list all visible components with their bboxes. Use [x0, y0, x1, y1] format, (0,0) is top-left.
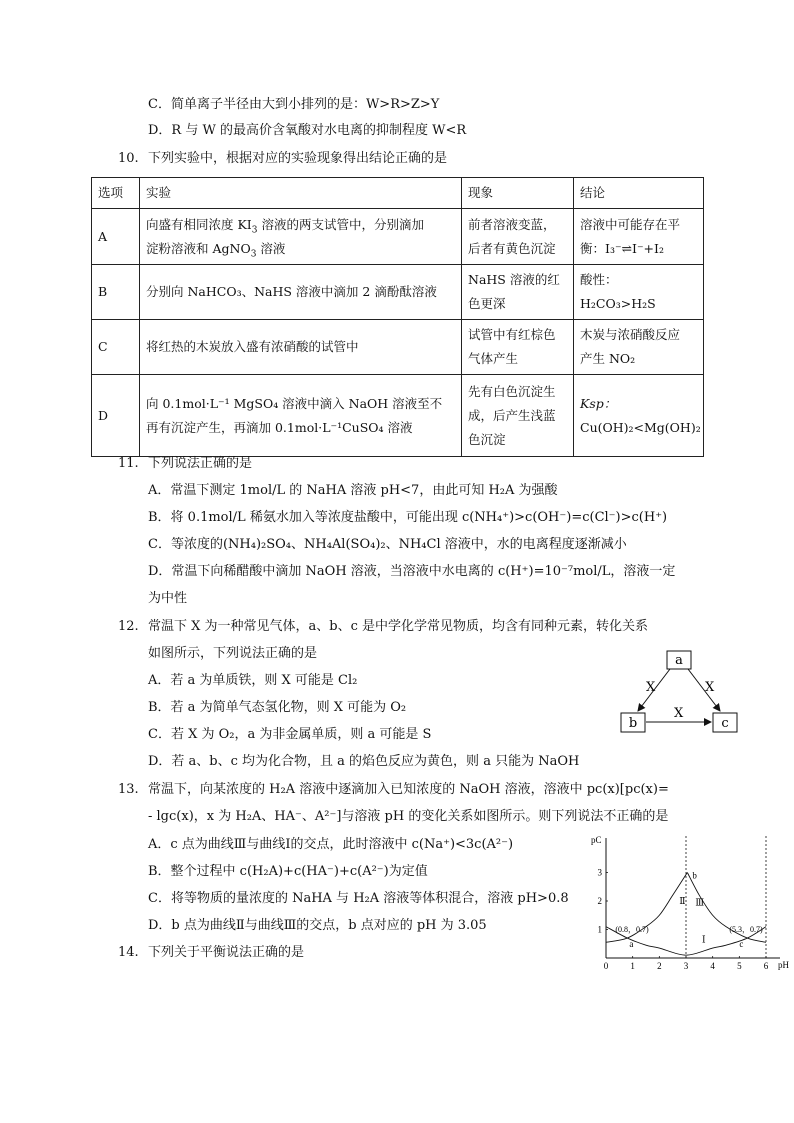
row-option: D	[92, 375, 140, 457]
q13-option-a: A．c 点为曲线Ⅲ与曲线Ⅰ的交点，此时溶液中 c(Na⁺)<3c(A²⁻)	[148, 837, 514, 852]
q10-number: 10.	[118, 151, 139, 166]
x-tick-label: 1	[630, 961, 635, 971]
x-tick-label: 4	[710, 961, 715, 971]
header-phenomenon: 现象	[462, 178, 574, 209]
header-conclusion: 结论	[574, 178, 704, 209]
q11-option-d-cont: 为中性	[148, 591, 188, 606]
row-conclusion: 酸性： H₂CO₃>H₂S	[574, 265, 704, 320]
x-tick-label: 3	[683, 961, 689, 971]
row-experiment: 将红热的木炭放入盛有浓硝酸的试管中	[140, 320, 462, 375]
q12-option-d: D．若 a、b、c 均为化合物，且 a 的焰色反应为黄色，则 a 只能为 NaOH	[148, 754, 580, 769]
q11-stem: 下列说法正确的是	[148, 456, 253, 471]
q13-stem-cont: - lgc(x)，x 为 H₂A、HA⁻、A²⁻]与溶液 pH 的变化关系如图所示。则下列说法不正确的是	[148, 809, 669, 824]
pc-ph-chart	[588, 834, 794, 974]
arrow-a-to-c	[688, 669, 720, 711]
header-experiment: 实验	[140, 178, 462, 209]
row-phenomenon: 先有白色沉淀生 成，后产生浅蓝 色沉淀	[462, 375, 574, 457]
q13-stem: 常温下，向某浓度的 H₂A 溶液中逐滴加入已知浓度的 NaOH 溶液，溶液中 pc(x)[pc(x)=	[148, 782, 669, 797]
q9-option-d: D．R 与 W 的最高价含氧酸对水电离的抑制程度 W<R	[148, 123, 467, 138]
x-tick-label: 0	[603, 961, 609, 971]
q14-stem: 下列关于平衡说法正确的是	[148, 945, 305, 960]
row-conclusion: 溶液中可能存在平 衡：I₃⁻⇌I⁻+I₂	[574, 209, 704, 265]
table-row	[92, 320, 704, 375]
edge-label-bc: X	[674, 706, 684, 721]
x-axis-label: pH	[778, 960, 789, 970]
q9-option-c: C．简单离子半径由大到小排列的是：W>R>Z>Y	[148, 97, 440, 112]
row-option: A	[92, 209, 140, 265]
node-b-label: b	[628, 716, 638, 731]
row-phenomenon: 前者溶液变蓝， 后者有黄色沉淀	[462, 209, 574, 265]
q12-option-a: A．若 a 为单质铁，则 X 可能是 Cl₂	[148, 673, 358, 688]
point-coord-c: (5.3，0.7)	[729, 925, 763, 935]
node-c-label: c	[721, 716, 729, 731]
q13-number: 13.	[118, 782, 139, 797]
series-label: Ⅰ	[702, 934, 706, 945]
q12-option-b: B．若 a 为简单气态氢化物，则 X 可能为 O₂	[148, 700, 407, 715]
row-conclusion: Ksp： Cu(OH)₂<Mg(OH)₂	[574, 375, 704, 457]
row-phenomenon: NaHS 溶液的红 色更深	[462, 265, 574, 320]
x-tick-label: 2	[657, 961, 662, 971]
y-tick-label: 3	[597, 867, 602, 878]
table-header-row	[92, 178, 704, 209]
q12-stem-cont: 如图所示，下列说法正确的是	[148, 646, 318, 661]
q11-option-a: A．常温下测定 1mol/L 的 NaHA 溶液 pH<7，由此可知 H₂A 为强酸	[148, 483, 558, 498]
q12-stem: 常温下 X 为一种常见气体，a、b、c 是中学化学常见物质，均含有同种元素，转化关系	[148, 619, 649, 634]
point-label-b: b	[692, 870, 697, 881]
row-experiment: 向 0.1mol·L⁻¹ MgSO₄ 溶液中滴入 NaOH 溶液至不 再有沉淀产生，再滴加 0.1mol·L⁻¹CuSO₄ 溶液	[140, 375, 462, 457]
point-label-a: a	[629, 939, 634, 950]
row-option: B	[92, 265, 140, 320]
point-coord-a: (0.8，0.7)	[615, 925, 649, 935]
series-label: Ⅲ	[695, 897, 705, 908]
q10-stem: 下列实验中，根据对应的实验现象得出结论正确的是	[148, 151, 448, 166]
q12-option-c: C．若 X 为 O₂，a 为非金属单质，则 a 可能是 S	[148, 727, 432, 742]
row-experiment: 分别向 NaHCO₃、NaHS 溶液中滴加 2 滴酚酞溶液	[140, 265, 462, 320]
y-tick-label: 2	[597, 896, 602, 906]
table-row	[92, 265, 704, 320]
edge-label-ac: X	[705, 680, 715, 695]
row-conclusion: 木炭与浓硝酸反应 产生 NO₂	[574, 320, 704, 375]
table-row	[92, 209, 704, 265]
row-option: C	[92, 320, 140, 375]
x-tick-label: 5	[737, 961, 742, 971]
row-phenomenon: 试管中有红棕色 气体产生	[462, 320, 574, 375]
q12-number: 12.	[118, 619, 139, 634]
experiment-table	[91, 177, 704, 457]
header-option: 选项	[92, 178, 140, 209]
q11-option-b: B．将 0.1mol/L 稀氨水加入等浓度盐酸中，可能出现 c(NH₄⁺)>c(OH⁻)=c(Cl⁻)>c(H⁺)	[148, 510, 668, 525]
x-tick-label: 6	[763, 961, 769, 971]
y-tick-label: 1	[597, 924, 602, 935]
row-experiment: 向盛有相同浓度 $KI_3$ 溶液的两支试管中，分别滴加 淀粉溶液和 AgNO$_3$ 溶液	[140, 209, 462, 265]
q14-number: 14.	[118, 945, 139, 960]
y-axis-label: pC	[591, 835, 602, 845]
q11-option-c: C．等浓度的(NH₄)₂SO₄、NH₄Al(SO₄)₂、NH₄Cl 溶液中，水的电离程度逐渐减小	[148, 537, 627, 552]
q13-option-b: B．整个过程中 c(H₂A)+c(HA⁻)+c(A²⁻)为定值	[148, 864, 428, 879]
series-label: Ⅱ	[679, 895, 686, 906]
table-row	[92, 375, 704, 457]
chart-plot-area	[591, 835, 790, 971]
edge-label-ab: X	[646, 680, 656, 695]
q13-option-d: D．b 点为曲线Ⅱ与曲线Ⅲ的交点，b 点对应的 pH 为 3.05	[148, 918, 487, 933]
node-a-label: a	[675, 653, 683, 668]
q11-number: 11.	[118, 456, 139, 471]
conversion-diagram	[618, 648, 744, 738]
q11-option-d: D．常温下向稀醋酸中滴加 NaOH 溶液，当溶液中水电离的 c(H⁺)=10⁻⁷mol/L，溶液一定	[148, 564, 676, 579]
point-label-c: c	[739, 939, 744, 950]
q13-option-c: C．将等物质的量浓度的 NaHA 与 H₂A 溶液等体积混合，溶液 pH>0.8	[148, 891, 569, 906]
